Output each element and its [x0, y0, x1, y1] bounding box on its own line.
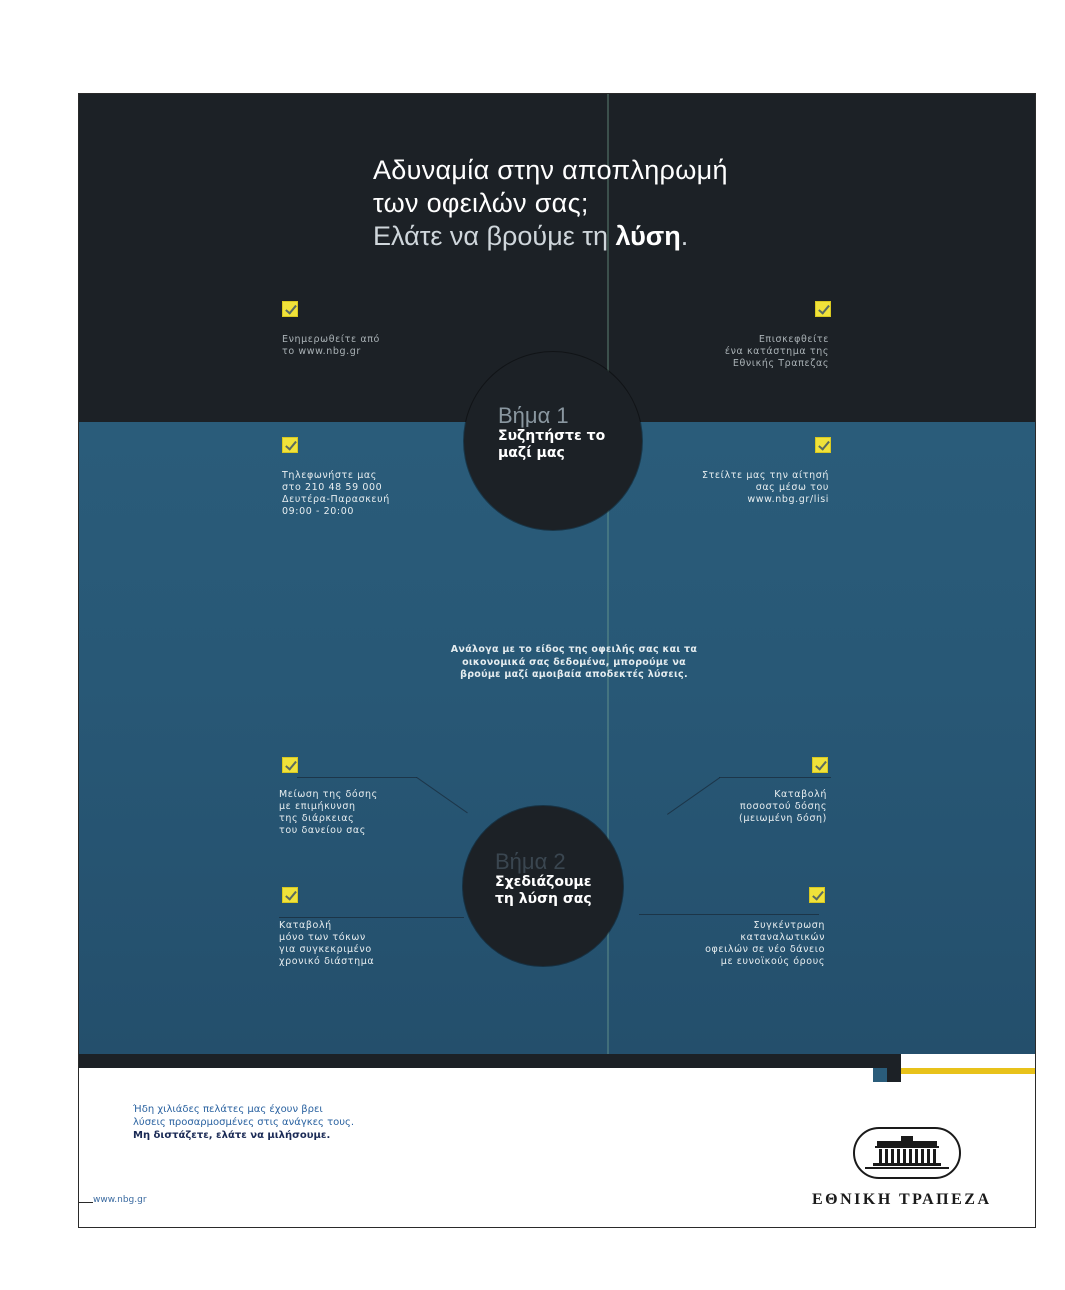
middle-line: Ανάλογα με το είδος της οφειλής σας και τα	[450, 644, 698, 655]
connector-line	[279, 917, 464, 918]
option-line: Καταβολή	[279, 920, 332, 931]
checkbox-icon	[815, 437, 831, 453]
advertisement	[78, 93, 1036, 1228]
connector-line	[639, 914, 819, 915]
option-line: καταναλωτικών	[740, 932, 825, 943]
footer-url-link[interactable]: www.nbg.gr	[93, 1195, 147, 1205]
headline-line-2: των οφειλών σας;	[373, 188, 589, 218]
bank-building-logo	[853, 1127, 961, 1179]
option-line: Εθνικής Τραπεζας	[732, 358, 829, 369]
stripe-step-blue	[873, 1068, 887, 1082]
option-line: (μειωμένη δόση)	[739, 813, 827, 824]
option-line: 09:00 - 20:00	[282, 506, 355, 517]
option-visit-branch	[725, 334, 829, 370]
bank-building-icon	[855, 1129, 959, 1177]
option-debt-consolidation	[705, 920, 825, 968]
step-2-circle	[463, 806, 623, 966]
option-send-application	[702, 470, 829, 506]
headline	[373, 154, 813, 253]
stripe-dark	[79, 1054, 887, 1068]
stripe-step	[887, 1054, 901, 1082]
option-line: Μείωση της δόσης	[279, 789, 378, 800]
option-line: χρονικό διάστημα	[279, 956, 375, 967]
option-line: με ευνοϊκούς όρους	[720, 956, 825, 967]
checkbox-icon	[812, 757, 828, 773]
footer-line-1: Ήδη χιλιάδες πελάτες μας έχουν βρει	[133, 1104, 323, 1115]
url-rule	[79, 1202, 93, 1203]
headline-line-3	[373, 220, 813, 253]
footer-line-3: Μη διστάζετε, ελάτε να μιλήσουμε.	[133, 1130, 331, 1141]
headline-line-3-prefix: Ελάτε να βρούμε τη	[373, 221, 616, 251]
checkbox-icon	[815, 301, 831, 317]
step-2-title-line-2: τη λύση σας	[495, 891, 592, 907]
option-line: ποσοστού δόσης	[739, 801, 827, 812]
option-line: Στείλτε μας την αίτησή	[702, 470, 829, 481]
headline-solution-word: λύση	[615, 221, 681, 251]
checkbox-icon	[809, 887, 825, 903]
checkbox-icon	[282, 757, 298, 773]
step-1-circle	[464, 352, 642, 530]
middle-line: οικονομικά σας δεδομένα, μπορούμε να	[462, 656, 686, 668]
middle-line: βρούμε μαζί αμοιβαία αποδεκτές λύσεις.	[460, 669, 688, 680]
option-line: www.nbg.gr/lisi	[747, 494, 829, 505]
step-1-label: Βήμα 1	[498, 403, 569, 428]
stripe-gap	[901, 1054, 931, 1068]
step-1-title-line-1: Συζητήστε το	[498, 428, 606, 444]
option-line: Επισκεφθείτε	[758, 334, 829, 345]
option-phone-call	[282, 470, 390, 518]
option-line: για συγκεκριμένο	[279, 944, 372, 955]
option-line: Ενημερωθείτε από	[282, 334, 380, 345]
option-line: σας μέσω του	[755, 482, 829, 493]
checkbox-icon	[282, 437, 298, 453]
option-partial-payment	[739, 789, 827, 825]
option-interest-only	[279, 920, 374, 968]
connector-line	[719, 777, 831, 778]
option-line: με επιμήκυνση	[279, 801, 356, 812]
option-line: στο 210 48 59 000	[282, 482, 383, 493]
option-line: Τηλεφωνήστε μας	[282, 470, 377, 481]
stripe-yellow	[901, 1068, 1036, 1074]
option-reduce-installment	[279, 789, 378, 837]
option-line: ένα κατάστημα της	[724, 346, 829, 357]
connector-line	[297, 777, 417, 778]
option-line: το www.nbg.gr	[282, 346, 361, 357]
option-visit-website	[282, 334, 380, 358]
option-line: οφειλών σε νέο δάνειο	[705, 944, 825, 955]
step-2-label: Βήμα 2	[495, 849, 566, 874]
step-1-title-line-2: μαζί μας	[498, 445, 565, 461]
option-line: του δανείου σας	[279, 825, 366, 836]
middle-description	[409, 644, 739, 682]
option-line: της διάρκειας	[279, 813, 355, 824]
footer-line-2: λύσεις προσαρμοσμένες στις ανάγκες τους.	[133, 1117, 355, 1128]
checkbox-icon	[282, 887, 298, 903]
headline-line-1: Αδυναμία στην αποπληρωμή	[373, 155, 728, 185]
decorative-stripe	[79, 1054, 1035, 1068]
headline-line-3-suffix: .	[680, 221, 689, 251]
footer-message	[133, 1103, 354, 1142]
checkbox-icon	[282, 301, 298, 317]
option-line: Καταβολή	[774, 789, 827, 800]
option-line: Δευτέρα-Παρασκευή	[282, 494, 390, 505]
option-line: Συγκέντρωση	[753, 920, 825, 931]
option-line: μόνο των τόκων	[279, 932, 366, 943]
bank-name: ΕΘΝΙΚΗ ΤΡΑΠΕΖΑ	[812, 1191, 992, 1208]
step-2-title-line-1: Σχεδιάζουμε	[495, 874, 592, 890]
